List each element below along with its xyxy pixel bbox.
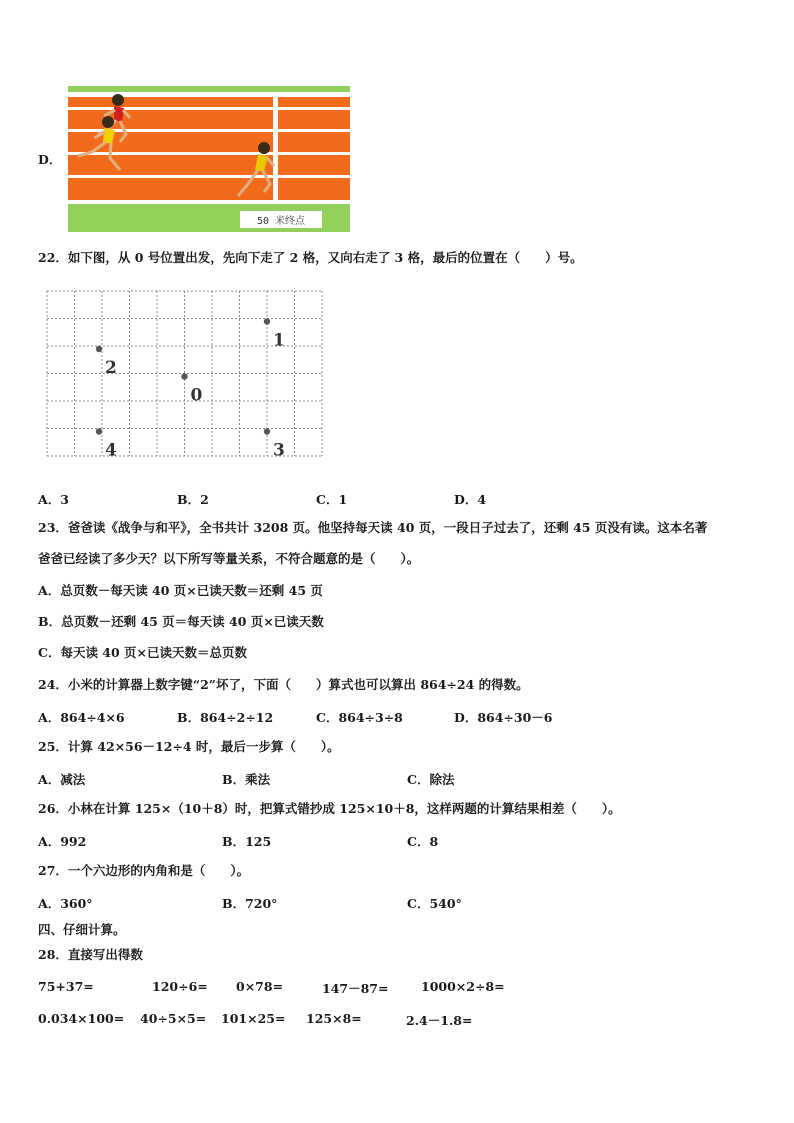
q22-option-d[interactable]: D．4 — [454, 492, 487, 507]
grid-point-label-4: 4 — [105, 440, 117, 461]
grid-point-label-0: 0 — [190, 385, 203, 406]
q24-text: 24．小米的计算器上数字键“2”坏了，下面（ ）算式也可以算出 864÷24 的得数。 — [38, 677, 529, 692]
q22-option-b[interactable]: B．2 — [177, 492, 209, 507]
q26-option-a[interactable]: A．992 — [38, 834, 87, 849]
q26-text: 26．小林在计算 125×（10＋8）时，把算式错抄成 125×10＋8，这样两题的计算结果相差（ ）。 — [38, 801, 621, 816]
q27-text: 27．一个六边形的内角和是（ ）。 — [38, 863, 250, 878]
grid-point-label-3: 3 — [273, 440, 285, 461]
grid-point-label-1: 1 — [273, 330, 285, 351]
finish-line-label: 50 米终点 — [256, 216, 306, 227]
grid-point-dot-2 — [96, 346, 102, 352]
q28-text: 28．直接写出得数 — [38, 947, 143, 962]
position-grid — [43, 287, 329, 469]
q28-item: 1000×2÷8= — [421, 979, 505, 994]
q28-item: 0×78= — [236, 979, 284, 994]
q28-item: 120÷6= — [152, 979, 208, 994]
q23-option-a[interactable]: A．总页数－每天读 40 页×已读天数＝还剩 45 页 — [38, 583, 323, 598]
q24-option-d[interactable]: D．864÷30－6 — [454, 710, 553, 725]
grid-points — [96, 318, 285, 460]
q28-item: 40÷5×5= — [140, 1011, 207, 1026]
track-illustration — [68, 86, 350, 232]
grid-point-label-2: 2 — [105, 358, 117, 378]
q27-option-b[interactable]: B．720° — [222, 896, 278, 911]
q26-option-c[interactable]: C．8 — [407, 834, 439, 849]
grid-point-dot-4 — [96, 428, 102, 434]
section-4-heading: 四、仔细计算。 — [38, 922, 126, 937]
q28-item: 75+37= — [38, 979, 94, 994]
grid-point-dot-1 — [264, 318, 270, 324]
q25-option-b[interactable]: B．乘法 — [222, 772, 271, 787]
q28-item: 147－87= — [322, 981, 389, 996]
q22-grid-figure — [43, 287, 329, 469]
q27-option-a[interactable]: A．360° — [38, 896, 93, 911]
q24-option-a[interactable]: A．864÷4×6 — [38, 710, 125, 725]
option-d-label: D． — [38, 152, 62, 167]
q25-option-c[interactable]: C．除法 — [407, 772, 455, 787]
grid-point-dot-3 — [264, 428, 270, 434]
q23-option-b[interactable]: B．总页数－还剩 45 页＝每天读 40 页×已读天数 — [38, 614, 324, 629]
q23-option-c[interactable]: C．每天读 40 页×已读天数＝总页数 — [38, 645, 248, 660]
q25-text: 25．计算 42×56－12÷4 时，最后一步算（ ）。 — [38, 739, 340, 754]
q23-text-line2: 爸爸已经读了多少天？以下所写等量关系，不符合题意的是（ ）。 — [38, 551, 420, 566]
q28-item: 101×25= — [221, 1011, 286, 1026]
q28-item: 0.034×100= — [38, 1011, 125, 1026]
q26-option-b[interactable]: B．125 — [222, 834, 272, 849]
q27-option-c[interactable]: C．540° — [407, 896, 462, 911]
q28-item: 2.4－1.8= — [406, 1013, 473, 1028]
q22-text: 22．如下图，从 0 号位置出发，先向下走了 2 格，又向右走了 3 格，最后的位置在（ ）号。 — [38, 250, 583, 265]
q22-option-a[interactable]: A．3 — [38, 492, 69, 507]
q22-option-c[interactable]: C．1 — [316, 492, 348, 507]
grid-point-dot-0 — [181, 373, 187, 379]
q25-option-a[interactable]: A．减法 — [38, 772, 86, 787]
q24-option-c[interactable]: C．864÷3÷8 — [316, 710, 403, 725]
q24-option-b[interactable]: B．864÷2÷12 — [177, 710, 274, 725]
q28-item: 125×8= — [306, 1011, 362, 1026]
running-track-image — [68, 86, 350, 232]
q23-text-line1: 23．爸爸读《战争与和平》，全书共计 3208 页。他坚持每天读 40 页，一段日子过去了，还剩 45 页没有读。这本名著 — [38, 520, 708, 535]
